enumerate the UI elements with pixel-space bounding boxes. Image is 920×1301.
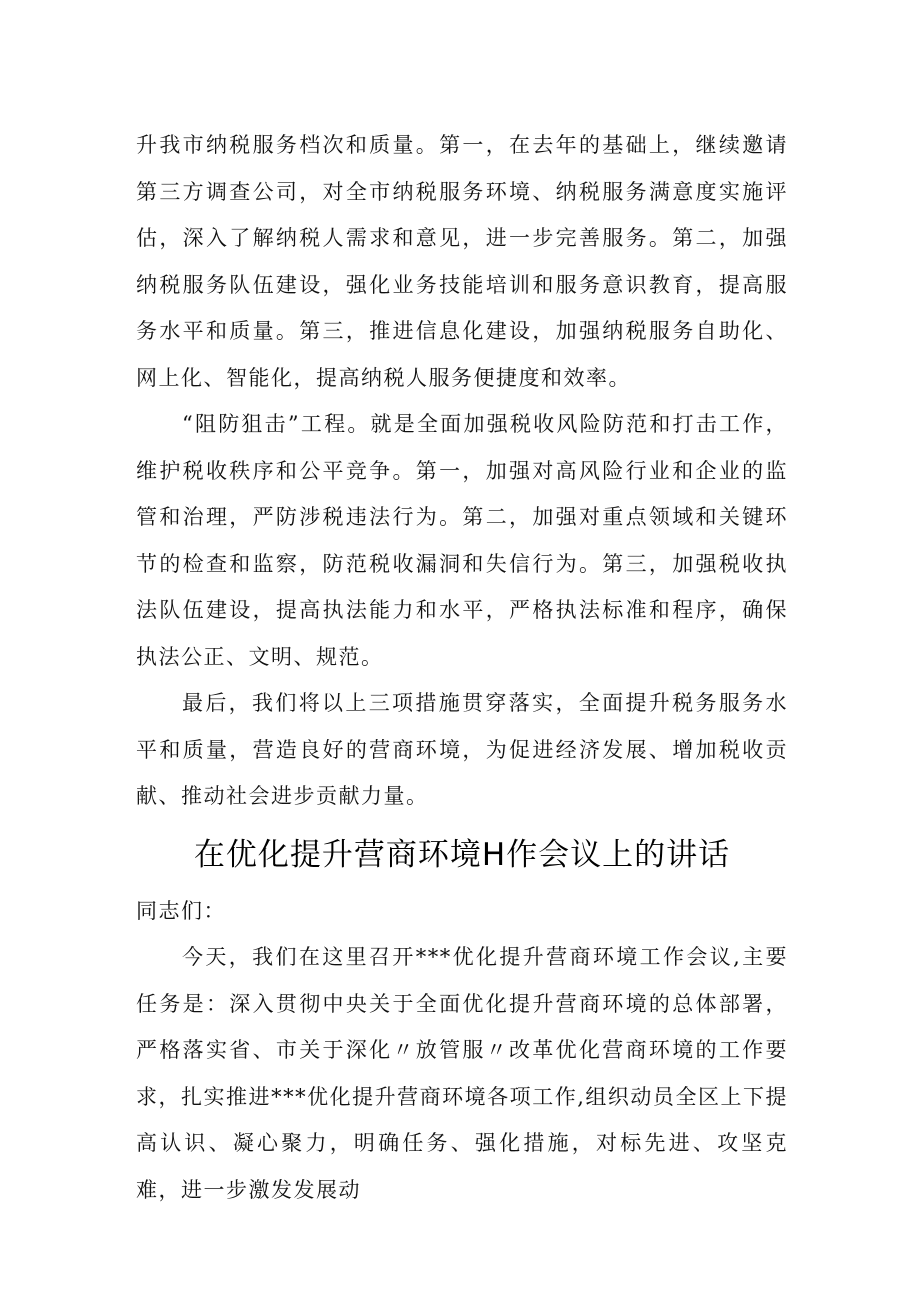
- paragraph-service-measures: 升我市纳税服务档次和质量。第一，在去年的基础上，继续邀请第三方调查公司，对全市纳税服务环境、纳税服务满意度实施评估，深入了解纳税人需求和意见，进一步完善服务。第二，加强纳税服务队伍建设，强化业务技能培训和服务意识教育，提高服务水平和质量。第三，推进信息化建设，加强纳税服务自助化、网上化、智能化，提高纳税人服务便捷度和效率。: [136, 133, 788, 390]
- paragraph-risk-prevention: “阻防狙击”工程。就是全面加强税收风险防范和打击工作，维护税收秩序和公平竞争。第一，加强对高风险行业和企业的监管和治理，严防涉税违法行为。第二，加强对重点领域和关键环节的检查和监察，防范税收漏洞和失信行为。第三，加强税收执法队伍建设，提高执法能力和水平，严格执法标准和程序，确保执法公正、文明、规范。: [136, 412, 788, 669]
- speech-title: 在优化提升营商环境H作会议上的讲话: [193, 836, 731, 873]
- paragraph-conclusion: 最后，我们将以上三项措施贯穿落实，全面提升税务服务水平和质量，营造良好的营商环境，为促进经济发展、增加税收贡献、推动社会进步贡献力量。: [136, 691, 788, 808]
- document-body: [136, 122, 788, 1213]
- salutation: 同志们：: [136, 898, 226, 923]
- paragraph-speech-opening: 今天，我们在这里召开***优化提升营商环境工作会议,主要任务是：深入贯彻中央关于全面优化提升营商环境的总体部署，严格落实省、市关于深化〃放管服〃改革优化营商环境的工作要求，扎实推进***优化提升营商环境各项工作,组织动员全区上下提高认识、凝心聚力，明确任务、强化措施，对标先进、攻坚克难，进一步激发发展动: [136, 945, 788, 1202]
